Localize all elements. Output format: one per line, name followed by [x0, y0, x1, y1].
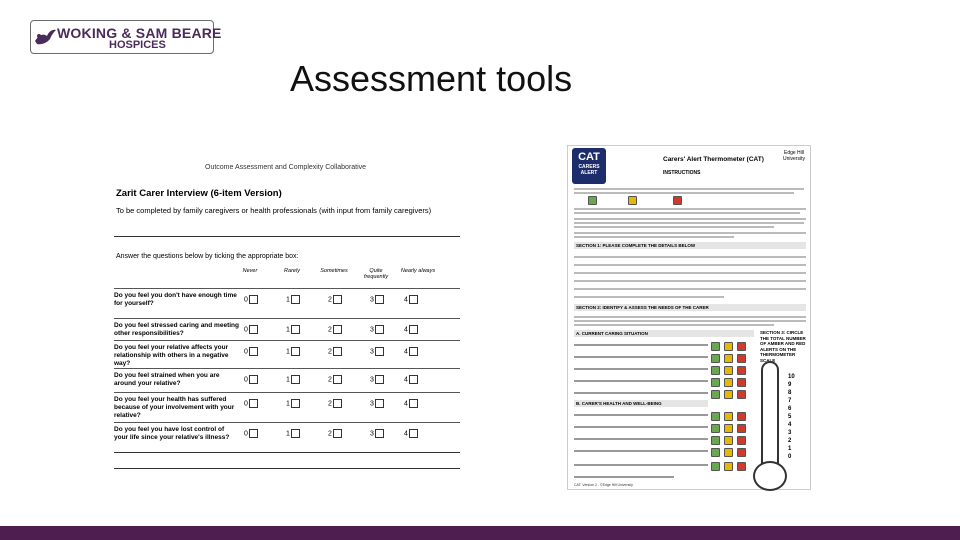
column-header: Rarely [284, 268, 300, 274]
text-line [574, 212, 800, 214]
zarit-question-row [114, 422, 460, 453]
text-line [574, 232, 806, 234]
divider [114, 468, 460, 469]
scale-value: 1 [788, 446, 792, 452]
checkbox[interactable] [291, 325, 300, 334]
checkbox[interactable] [333, 295, 342, 304]
scale-value: 7 [788, 398, 792, 404]
option: 2 [328, 375, 342, 384]
option: 0 [244, 375, 258, 384]
text-line [574, 218, 806, 220]
option: 2 [328, 399, 342, 408]
option: 3 [370, 375, 384, 384]
checkbox[interactable] [375, 347, 384, 356]
text-line [574, 208, 806, 210]
option: 1 [286, 429, 300, 438]
section-a-header: A. CURRENT CARING SITUATION [574, 330, 754, 337]
scale-value: 6 [788, 406, 792, 412]
option: 1 [286, 399, 300, 408]
checkbox[interactable] [409, 347, 418, 356]
cat-footer: CAT: Version 2 - ©Edge Hill University [574, 483, 633, 487]
form-field [574, 280, 806, 282]
option: 1 [286, 295, 300, 304]
column-header: Sometimes [320, 268, 348, 274]
amber-indicator [628, 196, 637, 205]
question-text: Do you feel you don't have enough time for yourself? [114, 292, 237, 307]
section-1-header: SECTION 1: PLEASE COMPLETE THE DETAILS BELOW [574, 242, 806, 249]
text-line [574, 324, 774, 326]
footer-bar [0, 526, 960, 540]
text-line [574, 222, 804, 224]
form-field [574, 264, 806, 266]
option: 3 [370, 347, 384, 356]
zarit-instruction: Answer the questions below by ticking the appropriate box: [116, 253, 299, 260]
form-field [574, 288, 806, 290]
question-line [574, 392, 708, 394]
checkbox[interactable] [291, 399, 300, 408]
question-line [574, 368, 708, 370]
question-line [574, 414, 708, 416]
thermometer-icon [761, 361, 779, 471]
zarit-header: Outcome Assessment and Complexity Collaborative [205, 164, 367, 171]
slide-title: Assessment tools [290, 58, 573, 99]
thermometer-bulb [753, 461, 787, 491]
question-line [574, 426, 708, 428]
zarit-column-headers [110, 264, 460, 284]
checkbox[interactable] [249, 295, 258, 304]
checkbox[interactable] [409, 429, 418, 438]
checkbox[interactable] [375, 325, 384, 334]
option: 4 [404, 375, 418, 384]
question-line [574, 438, 708, 440]
scale-value: 2 [788, 438, 792, 444]
text-line [574, 188, 804, 190]
zarit-title: Zarit Carer Interview (6-item Version) [116, 188, 282, 199]
university-logo: Edge Hill University [783, 150, 805, 162]
checkbox[interactable] [333, 429, 342, 438]
checkbox[interactable] [333, 325, 342, 334]
text-line [574, 320, 806, 322]
checkbox[interactable] [291, 295, 300, 304]
scale-value: 10 [788, 374, 795, 380]
question-text: Do you feel stressed caring and meeting other responsibilities? [114, 322, 239, 337]
option: 2 [328, 325, 342, 334]
option: 3 [370, 429, 384, 438]
text-line [574, 226, 774, 228]
question-line [574, 344, 708, 346]
zarit-question-row [114, 340, 460, 371]
option: 4 [404, 429, 418, 438]
scale-value: 4 [788, 422, 792, 428]
question-line [574, 450, 708, 452]
checkbox[interactable] [291, 429, 300, 438]
scale-value: 9 [788, 382, 792, 388]
checkbox[interactable] [333, 399, 342, 408]
hospice-logo [30, 20, 222, 54]
text-line [574, 192, 794, 194]
question-text: Do you feel your health has suffered because of your involvement with your relative? [114, 396, 235, 419]
question-line [574, 464, 708, 466]
option: 0 [244, 399, 258, 408]
checkbox[interactable] [375, 295, 384, 304]
section-b-header: B. CARER'S HEALTH AND WELL-BEING [574, 400, 708, 407]
dove-icon [33, 27, 57, 49]
option: 4 [404, 325, 418, 334]
zarit-form-image [110, 160, 460, 480]
option: 2 [328, 429, 342, 438]
checkbox[interactable] [249, 375, 258, 384]
zarit-question-row [114, 392, 460, 423]
section-2-header: SECTION 2: IDENTIFY & ASSESS THE NEEDS OF THE CARER [574, 304, 806, 311]
option: 0 [244, 347, 258, 356]
cat-form-image [567, 145, 811, 490]
logo-subname: HOSPICES [109, 39, 166, 51]
option: 4 [404, 399, 418, 408]
option: 0 [244, 325, 258, 334]
question-text: Do you feel strained when you are around your relative? [114, 372, 220, 387]
checkbox[interactable] [409, 399, 418, 408]
green-indicator [588, 196, 597, 205]
option: 4 [404, 295, 418, 304]
checkbox[interactable] [333, 347, 342, 356]
column-header: Quite frequently [363, 268, 389, 280]
scale-value: 8 [788, 390, 792, 396]
option: 3 [370, 325, 384, 334]
option: 0 [244, 295, 258, 304]
option: 3 [370, 295, 384, 304]
form-field [574, 272, 806, 274]
option: 3 [370, 399, 384, 408]
form-field [574, 296, 724, 298]
checkbox[interactable] [375, 375, 384, 384]
option: 2 [328, 295, 342, 304]
question-line [574, 356, 708, 358]
column-header: Nearly always [400, 268, 436, 274]
scale-value: 0 [788, 454, 792, 460]
checkbox[interactable] [291, 347, 300, 356]
question-text: Do you feel you have lost control of your life since your relative's illness? [114, 426, 230, 441]
scale-value: 3 [788, 430, 792, 436]
text-line [574, 316, 806, 318]
scale-value: 5 [788, 414, 792, 420]
red-indicator [673, 196, 682, 205]
checkbox[interactable] [409, 375, 418, 384]
checkbox[interactable] [409, 295, 418, 304]
cat-instructions: INSTRUCTIONS [663, 170, 701, 176]
option: 1 [286, 375, 300, 384]
column-header: Never [242, 268, 258, 274]
checkbox[interactable] [249, 347, 258, 356]
zarit-question-row [114, 288, 460, 319]
question-text: Do you feel your relative affects your relationship with others in a negative way? [114, 344, 229, 367]
checkbox[interactable] [249, 399, 258, 408]
divider [114, 236, 460, 237]
option: 1 [286, 325, 300, 334]
option: 2 [328, 347, 342, 356]
text-line [574, 236, 734, 238]
question-line [574, 380, 708, 382]
question-line [574, 476, 674, 478]
checkbox[interactable] [375, 429, 384, 438]
form-field [574, 256, 806, 258]
checkbox[interactable] [249, 325, 258, 334]
checkbox[interactable] [375, 399, 384, 408]
checkbox[interactable] [409, 325, 418, 334]
cat-logo: CAT CARERS ALERT [572, 148, 606, 184]
cat-title: Carers' Alert Thermometer (CAT) [663, 156, 764, 163]
divider [114, 452, 460, 453]
checkbox[interactable] [333, 375, 342, 384]
option: 0 [244, 429, 258, 438]
zarit-subtitle: To be completed by family caregivers or health professionals (with input from family caregivers) [116, 206, 432, 215]
checkbox[interactable] [249, 429, 258, 438]
checkbox[interactable] [291, 375, 300, 384]
logo-name: WOKING & SAM BEARE [57, 25, 222, 41]
option: 4 [404, 347, 418, 356]
section-3-instruction: SECTION 3: CIRCLE THE TOTAL NUMBER OF AMBER AND RED ALERTS ON THE THERMOMETER SCALE [760, 330, 806, 363]
option: 1 [286, 347, 300, 356]
